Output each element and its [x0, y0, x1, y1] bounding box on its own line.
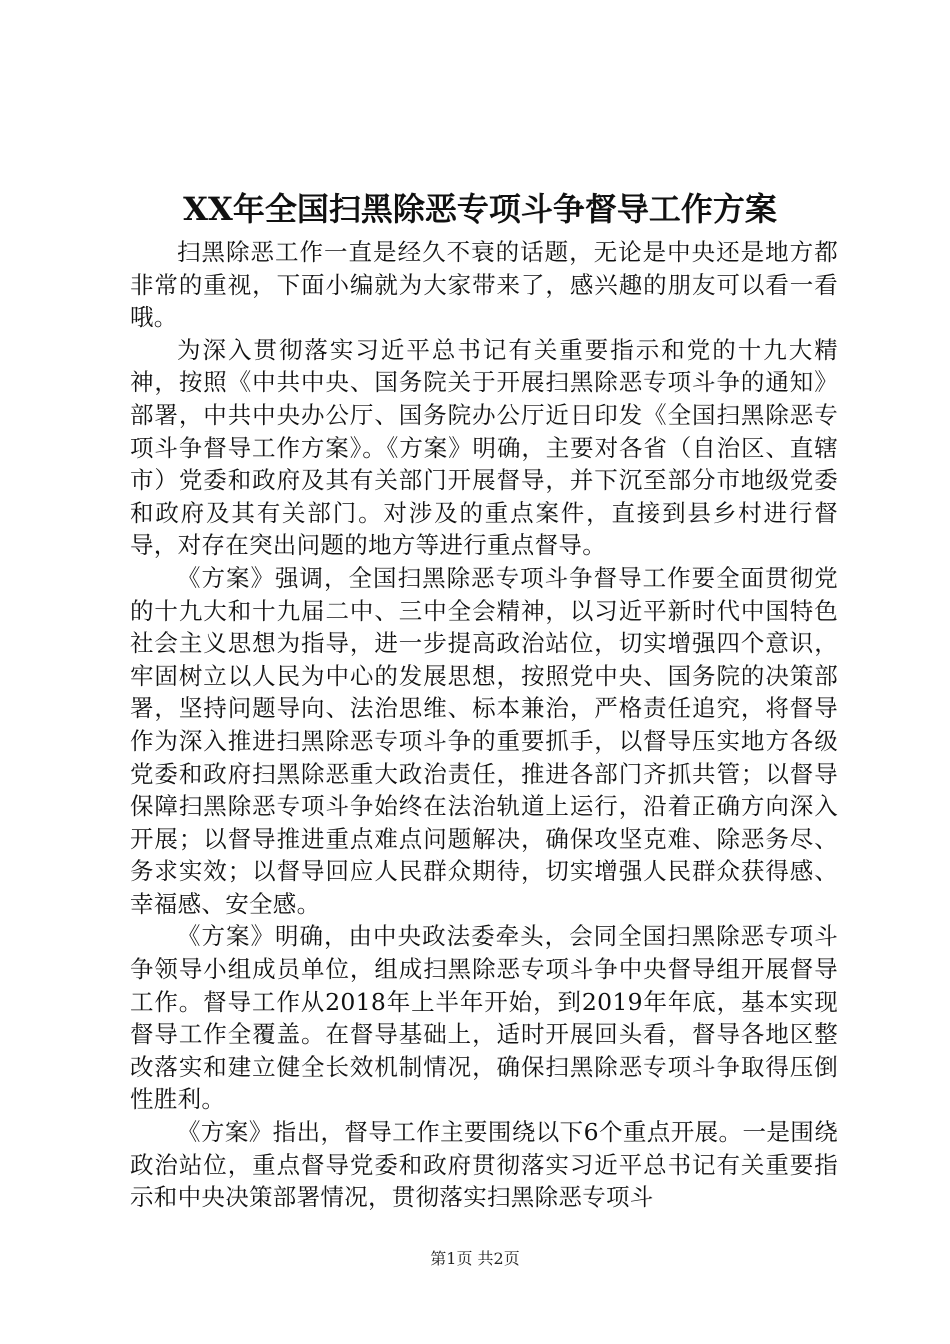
paragraph-intro: 扫黑除恶工作一直是经久不衰的话题，无论是中央还是地方都非常的重视，下面小编就为大家带来了，感兴趣的朋友可以看一看哦。	[130, 238, 838, 332]
document-body	[130, 236, 838, 1214]
paragraph-organization: 《方案》明确，由中央政法委牵头，会同全国扫黑除恶专项斗争领导小组成员单位，组成扫黑除恶专项斗争中央督导组开展督导工作。督导工作从2018年上半年开始，到2019年年底，基本实现督导工作全覆盖。在督导基础上，适时开展回头看，督导各地区整改落实和建立健全长效机制情况，确保扫黑除恶专项斗争取得压倒性胜利。	[130, 922, 838, 1114]
document-title: XX年全国扫黑除恶专项斗争督导工作方案	[183, 190, 777, 228]
page-footer: 第1页 共2页	[430, 1249, 520, 1268]
paragraph-background: 为深入贯彻落实习近平总书记有关重要指示和党的十九大精神，按照《中共中央、国务院关于开展扫黑除恶专项斗争的通知》部署，中共中央办公厅、国务院办公厅近日印发《全国扫黑除恶专项斗争督导工作方案》。《方案》明确，主要对各省（自治区、直辖市）党委和政府及其有关部门开展督导，并下沉至部分市地级党委和政府及其有关部门。对涉及的重点案件，直接到县乡村进行督导，对存在突出问题的地方等进行重点督导。	[130, 335, 838, 560]
paragraph-key-points: 《方案》指出，督导工作主要围绕以下6个重点开展。一是围绕政治站位，重点督导党委和政府贯彻落实习近平总书记有关重要指示和中央决策部署情况，贯彻落实扫黑除恶专项斗	[130, 1118, 838, 1212]
paragraph-emphasis: 《方案》强调，全国扫黑除恶专项斗争督导工作要全面贯彻党的十九大和十九届二中、三中全会精神，以习近平新时代中国特色社会主义思想为指导，进一步提高政治站位，切实增强四个意识，牢固树立以人民为中心的发展思想，按照党中央、国务院的决策部署，坚持问题导向、法治思维、标本兼治，严格责任追究，将督导作为深入推进扫黑除恶专项斗争的重要抓手，以督导压实地方各级党委和政府扫黑除恶重大政治责任，推进各部门齐抓共管；以督导保障扫黑除恶专项斗争始终在法治轨道上运行，沿着正确方向深入开展；以督导推进重点难点问题解决，确保攻坚克难、除恶务尽、务求实效；以督导回应人民群众期待，切实增强人民群众获得感、幸福感、安全感。	[130, 563, 838, 918]
